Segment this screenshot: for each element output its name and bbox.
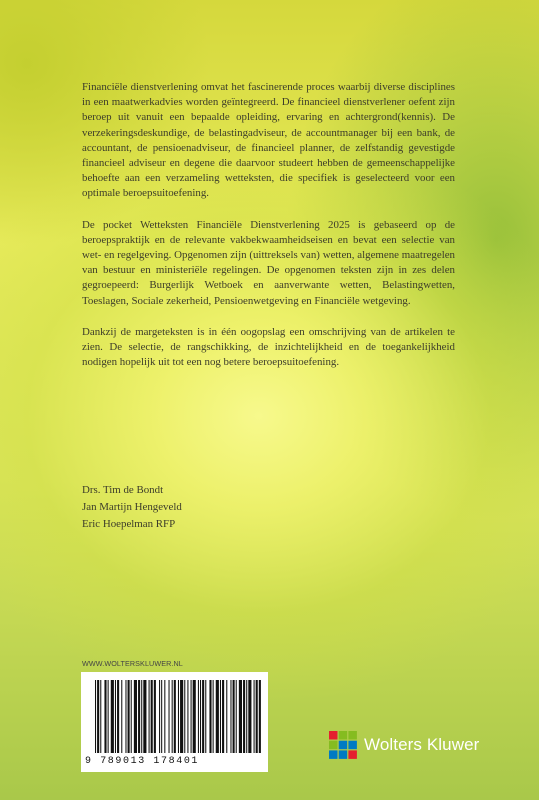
barcode-bar — [187, 680, 188, 753]
barcode-bar — [143, 680, 146, 753]
barcode-bar — [220, 680, 221, 753]
isbn-number: 9 789013 178401 — [85, 756, 200, 767]
barcode-bar — [239, 680, 242, 753]
barcode-bar — [248, 680, 251, 753]
barcode-bar — [149, 680, 150, 753]
barcode-bar — [233, 680, 235, 753]
barcode-bar — [259, 680, 261, 753]
isbn-barcode — [81, 672, 268, 772]
barcode-bar — [216, 680, 219, 753]
barcode-bar — [193, 680, 196, 753]
barcode-bar — [138, 680, 140, 753]
blurb-paragraph-3: Dankzij de margeteksten is in één oogopslag een omschrijving van de artikelen te zien. De selectie, de rangschikking, de inzichtelijkheid en de toegankelijkheid nodigen hopelijk uit tot een nog betere beroepsuitoefening. — [82, 325, 455, 369]
blurb-paragraph-1: Financiële dienstverlening omvat het fascinerende proces waarbij diverse disciplines in een maatwerkadvies worden geïntegreerd. De financieel dienstverlener oefent zijn beroep uit vanuit een bepaalde opleiding, ervaring en achtergrond(kennis). De verzekeringsdeskundige, de belastingadviseur, de accountmanager bij een bank, de accountant, de pensioenadviseur, de financieel planner, de zelfstandig gevestigde financieel adviseur en degene die daarvoor studeert hebben de gemeenschappelijke behoefte aan een verzameling wetteksten, die specifiek is geselecteerd voor een optimale beroepsuitoefening. — [82, 81, 455, 200]
barcode-icon — [95, 680, 263, 753]
barcode-bar — [161, 680, 162, 753]
barcode-bar — [200, 680, 201, 753]
barcode-bar — [205, 680, 206, 753]
author-name: Jan Martijn Hengeveld — [82, 501, 182, 514]
barcode-bar — [209, 680, 211, 753]
barcode-bar — [222, 680, 224, 753]
author-name: Eric Hoepelman RFP — [82, 518, 176, 531]
barcode-bar — [128, 680, 130, 753]
barcode-bar — [178, 680, 179, 753]
barcode-bar — [226, 680, 227, 753]
publisher-name: Wolters Kluwer — [364, 735, 480, 754]
barcode-bar — [121, 680, 122, 753]
barcode-bar — [117, 680, 119, 753]
blurb-text — [82, 80, 455, 386]
barcode-bar — [131, 680, 132, 753]
barcode-bar — [134, 680, 137, 753]
publisher-url: WWW.WOLTERSKLUWER.NL — [82, 659, 183, 668]
barcode-bar — [198, 680, 199, 753]
barcode-bar — [125, 680, 126, 753]
publisher-logo — [328, 729, 479, 761]
barcode-bar — [95, 680, 96, 753]
barcode-bar — [180, 680, 183, 753]
barcode-bar — [254, 680, 255, 753]
author-name: Drs. Tim de Bondt — [82, 484, 164, 496]
barcode-bar — [159, 680, 160, 753]
barcode-bar — [191, 680, 192, 753]
barcode-bar — [236, 680, 237, 753]
barcode-bar — [108, 680, 109, 753]
barcode-bar — [172, 680, 173, 753]
barcode-bar — [243, 680, 245, 753]
author-list — [82, 482, 182, 534]
barcode-bar — [97, 680, 99, 753]
barcode-bar — [100, 680, 101, 753]
barcode-bar — [213, 680, 214, 753]
barcode-bar — [202, 680, 204, 753]
barcode-bar — [184, 680, 185, 753]
barcode-bar — [154, 680, 156, 753]
wolters-kluwer-logo-icon — [328, 730, 358, 760]
barcode-bar — [115, 680, 116, 753]
barcode-bar — [164, 680, 165, 753]
blurb-paragraph-2: De pocket Wetteksten Financiële Dienstverlening 2025 is gebaseerd op de beroepspraktijk en de relevante vakbekwaamheidseisen en bevat een selectie van wet- en regelgeving. Opgenomen zijn (uittreksels van) wetten, algemene maatregelen van bestuur en ministeriële regelingen. De opgenomen teksten zijn in zes delen gegroepeerd: Burgerlijk Wetboek en aanverwante wetten, Belastingwetten, Toeslagen, Sociale zekerheid, Pensioenwetgeving en Financiële wetgeving. — [82, 218, 455, 307]
barcode-bar — [174, 680, 176, 753]
barcode-bar — [256, 680, 258, 753]
barcode-bar — [104, 680, 106, 753]
barcode-bar — [230, 680, 231, 753]
barcode-bar — [151, 680, 153, 753]
barcode-bar — [141, 680, 142, 753]
barcode-bar — [246, 680, 247, 753]
barcode-bar — [169, 680, 170, 753]
barcode-bar — [111, 680, 114, 753]
